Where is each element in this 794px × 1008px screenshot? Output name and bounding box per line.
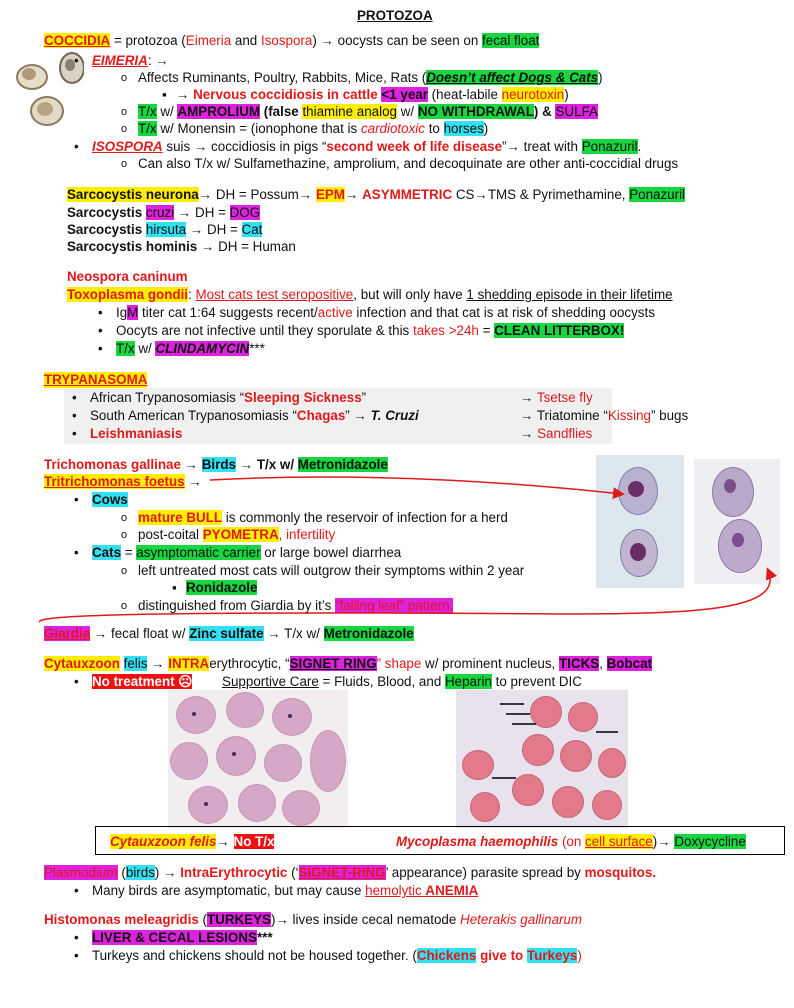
many-birds-text: Many birds are asymptomatic, but may cause: [92, 883, 366, 898]
signet-close-text: ’ appearance) parasite spread by: [385, 865, 585, 880]
cruzi-highlight: cruzi: [145, 205, 175, 220]
ponazuril-highlight: Ponazuril: [629, 187, 686, 202]
dh-text: → DH =: [186, 222, 242, 237]
no-withdrawal-highlight: NO WITHDRAWAL: [417, 104, 534, 119]
cytauxzoon-comparison: [110, 834, 274, 850]
untreated-line: o left untreated most cats will outgrow their symptoms within 2 year: [138, 563, 524, 579]
hirsuta-highlight: hirsuta: [145, 222, 187, 237]
arrow: →: [176, 87, 194, 102]
foetus-label: Tritrichomonas foetus: [44, 474, 185, 489]
hemolytic-text: hemolytic: [365, 883, 426, 898]
arrow-to-image-1: [210, 477, 622, 494]
pyometra-highlight: PYOMETRA: [202, 527, 279, 542]
active-text: active: [317, 305, 353, 320]
leishmaniasis-text: Leishmaniasis: [90, 426, 183, 441]
eq: =: [478, 323, 495, 338]
arrow: ) →: [154, 865, 181, 880]
ponazuril-highlight: Ponazuril: [581, 139, 638, 154]
cytauxzoon-line: [44, 656, 652, 672]
eimeria-inline: Eimeria: [185, 33, 232, 48]
oocysts-text: ) → oocysts can be seen on: [312, 33, 483, 48]
intra-text: IntraErythrocytic: [180, 865, 288, 880]
on-text: (on: [558, 834, 586, 849]
bull-rest-text: is commonly the reservoir of infection for a herd: [222, 510, 508, 525]
dh-human-text: → DH = Human: [197, 239, 296, 254]
metronidazole-highlight: Metronidazole: [297, 457, 388, 472]
arrow: →: [180, 457, 202, 472]
ig-text: Ig: [116, 305, 128, 320]
liver-lesions-line: [92, 930, 273, 946]
anemia-text: ANEMIA: [425, 883, 479, 898]
heat-text: (heat-labile: [427, 87, 502, 102]
open-paren: (: [198, 912, 207, 927]
turkeys-highlight-2: Turkeys: [526, 948, 578, 963]
lt1-year-highlight: <1 year: [381, 87, 428, 102]
ronidazole-highlight: Ronidazole: [186, 580, 258, 595]
sarcocystis-text: Sarcocystis: [67, 222, 146, 237]
cell-surface-highlight: cell surface: [585, 834, 653, 849]
cs-text: CS→TMS & Pyrimethamine,: [452, 187, 630, 202]
oocysts-text: Oocyts are not infective until they sporulate & this: [116, 323, 413, 338]
open-paren: (: [117, 865, 126, 880]
triatomine-text: → Triatomine “: [520, 408, 608, 423]
clindamycin-highlight: CLINDAMYCIN: [155, 341, 250, 356]
chagas-text: Chagas: [296, 408, 346, 423]
neospora-heading: Neospora caninum: [67, 269, 188, 284]
dh-possum-text: → DH = Possum→: [198, 187, 316, 202]
t-cruzi-text: T. Cruzi: [370, 408, 419, 423]
false-text: (false: [260, 104, 303, 119]
stars: ***: [256, 930, 273, 945]
cytauxzoon-smear-image: [168, 690, 348, 828]
w-text: w/: [134, 341, 156, 356]
arrow-to-image-2: [40, 570, 770, 622]
ticks-highlight: TICKS: [559, 656, 600, 671]
coccidia-text: = protozoa (: [110, 33, 186, 48]
arrow: →: [344, 187, 363, 202]
one-shedding-text: 1 shedding episode in their lifetime: [466, 287, 673, 302]
cats-highlight: Cats: [92, 545, 122, 560]
clean-litterbox-highlight: CLEAN LITTERBOX!: [494, 323, 625, 338]
arrow: →: [520, 390, 537, 405]
no-treatment-highlight: No treatment ☹: [92, 674, 193, 689]
turkeys-highlight: TURKEYS: [206, 912, 271, 927]
page-title: PROTOZOA: [357, 8, 433, 23]
takes-text: takes >24h: [412, 323, 479, 338]
heparin-highlight: Heparin: [444, 674, 492, 689]
liver-lesions-highlight: LIVER & CECAL LESIONS: [92, 930, 257, 945]
plasmodium-anemia: [92, 883, 478, 899]
cytauxzoon-label: Cytauxzoon: [44, 656, 120, 671]
cows-highlight: Cows: [92, 492, 128, 507]
not-dogs-highlight: Doesn’t affect Dogs & Cats: [426, 70, 599, 85]
isospora-also: o Can also T/x w/ Sulfamethazine, amprolium, and decoquinate are other anti-coccidial drugs: [138, 156, 678, 172]
and-text: and: [231, 33, 261, 48]
monensin-text: w/ Monensin = (ionophone that is: [156, 121, 361, 136]
horses-highlight: horses: [443, 121, 484, 136]
tx-highlight: T/x: [138, 121, 157, 136]
sleeping-sickness-text: Sleeping Sickness: [244, 390, 362, 405]
histomonas-rest: )→ lives inside cecal nematode: [270, 912, 461, 927]
w-text: w/: [156, 104, 178, 119]
neurotoxin-highlight: neurotoxin: [501, 87, 565, 102]
sulfa-highlight: SULFA: [555, 104, 598, 119]
no-treatment-line: [92, 674, 582, 690]
black-arrows: [456, 690, 628, 828]
metronidazole-highlight: Metronidazole: [323, 626, 414, 641]
sarcocystis-neurona-label: Sarcocystis neurona: [67, 187, 199, 202]
african-text: African Trypanosomiasis “: [90, 390, 245, 405]
dic-text: to prevent DIC: [491, 674, 582, 689]
erythro-text: erythrocytic, “: [209, 656, 290, 671]
plasmodium-label: Plasmodium: [44, 865, 118, 880]
most-cats-text: Most cats test seropositive: [195, 287, 354, 302]
falling-leaf-highlight: “falling leaf” pattern.: [334, 598, 454, 613]
titer-rest-text: infection and that cat is at risk of shedding oocysts: [352, 305, 655, 320]
tx-highlight: T/x: [116, 341, 135, 356]
close-paren: ): [483, 121, 489, 136]
isospora-label: ISOSPORA: [92, 139, 163, 154]
cardiotoxic-text: cardiotoxic: [360, 121, 425, 136]
arrow: →: [520, 426, 538, 441]
eq: =: [121, 545, 137, 560]
affects-text: Affects Ruminants, Poultry, Rabbits, Mice, Rats (: [138, 70, 427, 85]
gallinae-label: Trichomonas gallinae: [44, 457, 181, 472]
kissing-text: Kissing: [607, 408, 651, 423]
nucleus-text: w/ prominent nucleus,: [421, 656, 559, 671]
comma: ,: [599, 656, 607, 671]
eimeria-label: EIMERIA: [92, 53, 148, 68]
colon: :: [188, 287, 196, 302]
signet-ring-highlight: SIGNET RING: [289, 656, 377, 671]
to-text: to: [424, 121, 444, 136]
toxoplasma-label: Toxoplasma gondii: [67, 287, 189, 302]
supportive-care-text: Supportive Care: [222, 674, 319, 689]
tx-highlight: T/x: [138, 104, 157, 119]
heterakis-text: Heterakis gallinarum: [460, 912, 583, 927]
shape-text: ” shape: [376, 656, 422, 671]
mosquitos-text: mosquitos.: [584, 865, 656, 880]
felis-highlight: felis: [123, 656, 148, 671]
birds-highlight: birds: [125, 865, 155, 880]
infertility-text: , infertility: [278, 527, 336, 542]
close-paren: ): [564, 87, 569, 102]
chickens-highlight: Chickens: [416, 948, 477, 963]
hominis-label: Sarcocystis hominis: [67, 239, 198, 254]
sarcocystis-text: Sarcocystis: [67, 205, 146, 220]
giardia-rest2: → T/x w/: [263, 626, 324, 641]
arrow: →: [216, 834, 234, 849]
housed-line: [92, 948, 582, 964]
post-coital-text: post-coital: [138, 527, 203, 542]
coccidia-label: COCCIDIA: [44, 33, 111, 48]
tsetse-text: Tsetse fly: [536, 390, 593, 405]
histomonas-line: [44, 912, 582, 928]
open-quote: (‘: [287, 865, 299, 880]
trypanosoma-heading: TRYPANASOMA: [44, 372, 148, 387]
fecal-float-highlight: fecal float: [482, 33, 540, 48]
doxycycline-highlight: Doxycycline: [674, 834, 746, 849]
south-american-text: South American Trypanosomiasis “: [90, 408, 297, 423]
close-arrow: )→: [652, 834, 675, 849]
bugs-text: ” bugs: [650, 408, 689, 423]
histomonas-label: Histomonas meleagridis: [44, 912, 199, 927]
epm-highlight: EPM: [315, 187, 345, 202]
asymptomatic-highlight: asymptomatic carrier: [136, 545, 261, 560]
arrow: →: [184, 474, 202, 489]
mature-bull-highlight: mature BULL: [138, 510, 223, 525]
close-paren: ): [598, 70, 603, 85]
close-paren: ): [577, 948, 582, 963]
amprolium-highlight: AMPROLIUM: [177, 104, 261, 119]
cats-rest-text: or large bowel diarrhea: [260, 545, 402, 560]
eimeria-suffix: : →: [147, 53, 169, 68]
birds-highlight: Birds: [201, 457, 236, 472]
amp-text: ) &: [533, 104, 556, 119]
plasmodium-line: [44, 865, 656, 881]
nervous-text: Nervous coccidiosis in cattle: [193, 87, 382, 102]
mycoplasma-comparison: [396, 834, 746, 850]
dh-text: → DH =: [174, 205, 230, 220]
treat-text: ”→ treat with: [502, 139, 582, 154]
giardia-line: [44, 626, 414, 642]
mycoplasma-text: Mycoplasma haemophilis: [396, 834, 559, 849]
no-tx-highlight: No T/x: [233, 834, 275, 849]
dog-highlight: DOG: [229, 205, 261, 220]
txw-text: → T/x w/: [236, 457, 298, 472]
giardia-rest1: → fecal float w/: [90, 626, 190, 641]
cyt-felis-highlight: Cytauxzoon felis: [110, 834, 217, 849]
quote-arrow: ” →: [345, 408, 371, 423]
dot: .: [637, 139, 642, 154]
isospora-inline: Isospora: [260, 33, 313, 48]
cat-highlight: Cat: [241, 222, 263, 237]
stars: ***: [249, 341, 265, 356]
signet-ring-highlight: SIGNET-RING: [298, 865, 386, 880]
titer-text: titer cat 1:64 suggests recent/: [138, 305, 318, 320]
thiamine-highlight: thiamine analog: [302, 104, 397, 119]
asymmetric-text: ASYMMETRIC: [362, 187, 453, 202]
housed-text: Turkeys and chickens should not be housed together. (: [92, 948, 417, 963]
mycoplasma-smear-image: [456, 690, 628, 828]
give-text: give to: [476, 948, 527, 963]
w-text: w/: [397, 104, 418, 119]
arrow: →: [147, 656, 169, 671]
second-week-text: second week of life disease: [326, 139, 503, 154]
sandflies-text: Sandflies: [537, 426, 593, 441]
suis-text: suis → coccidiosis in pigs “: [162, 139, 327, 154]
bobcat-highlight: Bobcat: [606, 656, 653, 671]
distinguished-text: distinguished from Giardia by it’s: [138, 598, 335, 613]
zinc-highlight: Zinc sulfate: [189, 626, 264, 641]
m-highlight: M: [127, 305, 139, 320]
quote: ”: [361, 390, 367, 405]
giardia-label: Giardia: [44, 626, 91, 641]
but-text: , but will only have: [353, 287, 467, 302]
fluids-text: = Fluids, Blood, and: [318, 674, 445, 689]
intra-highlight: INTRA: [168, 656, 210, 671]
